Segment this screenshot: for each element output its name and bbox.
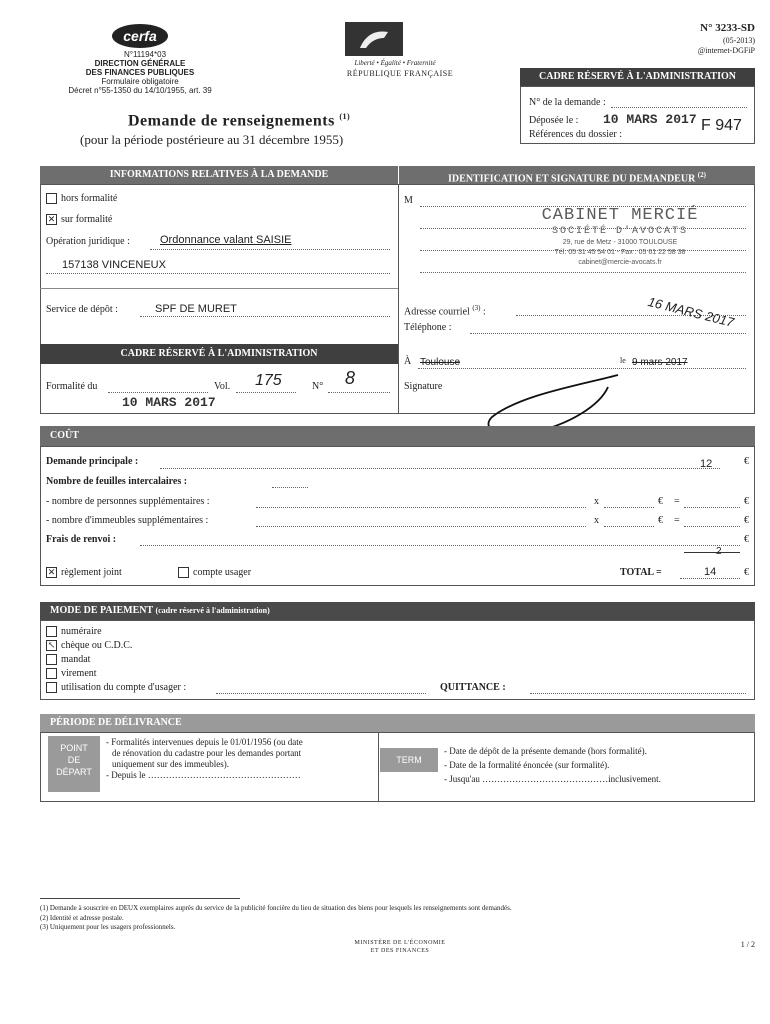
principale-label: Demande principale : xyxy=(46,456,139,467)
hors-formalite-label: hors formalité xyxy=(61,193,118,204)
sur-formalite-checkbox[interactable]: ✕ xyxy=(47,214,56,225)
cerfa-logo xyxy=(112,24,168,48)
compte-usager-label: compte usager xyxy=(193,567,252,578)
term-text-3: - Jusqu'au ……………………………………inclusivement. xyxy=(444,774,661,784)
cheque-checkbox[interactable]: ↖ xyxy=(47,640,56,651)
page-subtitle: (pour la période postérieure au 31 décembre 1955) xyxy=(80,132,344,147)
n-value: 8 xyxy=(345,368,356,388)
paiement-option-compte[interactable] xyxy=(46,682,186,693)
immeubles-label: - nombre d'immeubles supplémentaires : xyxy=(46,515,209,526)
compte-usager-checkbox[interactable] xyxy=(178,567,189,578)
feuilles-line xyxy=(272,487,308,488)
admin-top-box xyxy=(520,86,755,144)
mandat-checkbox[interactable] xyxy=(46,654,57,665)
m-label: M xyxy=(404,195,413,206)
email-label: Adresse courriel $^{(3)}$ : xyxy=(404,304,486,318)
ministry-line1: MINISTÈRE DE L'ÉCONOMIE xyxy=(354,940,446,946)
reglement-option[interactable] xyxy=(46,567,122,578)
deposee-label: Déposée le : xyxy=(529,115,579,126)
point-label-3: DÉPART xyxy=(56,767,92,777)
page-title-note: (1) xyxy=(339,112,351,121)
compte-checkbox[interactable] xyxy=(46,682,57,693)
stamp-line1: CABINET MERCIÉ xyxy=(541,206,699,225)
immeubles-euro2: € xyxy=(744,515,749,526)
principale-line xyxy=(160,468,720,469)
n-line xyxy=(328,392,390,393)
ident-heading-note: (2) xyxy=(697,171,706,179)
paiement-option-virement[interactable] xyxy=(46,668,97,679)
numeraire-checkbox[interactable] xyxy=(46,626,57,637)
point-label-1: POINT xyxy=(60,743,88,753)
paiement-heading-note: (cadre réservé à l'administration) xyxy=(155,606,270,615)
vol-value: 175 xyxy=(255,372,282,389)
demande-label: N° de la demande : xyxy=(529,97,606,108)
phone-line xyxy=(470,333,746,334)
mandat-label: mandat xyxy=(61,654,91,665)
paiement-heading-text: MODE DE PAIEMENT xyxy=(50,605,153,616)
vol-label: Vol. xyxy=(214,381,231,392)
personnes-euro1: € xyxy=(658,496,663,507)
total-label: TOTAL = xyxy=(620,567,662,578)
republic-label: RÉPUBLIQUE FRANÇAISE xyxy=(346,69,454,78)
personnes-total-line xyxy=(684,507,740,508)
renvoi-line xyxy=(140,545,740,546)
stamp-line2: SOCIÉTÉ D'AVOCATS xyxy=(551,226,689,237)
form-note: Formulaire obligatoire xyxy=(101,77,179,86)
footer-note-3: (3) Uniquement pour les usagers professionnels. xyxy=(40,923,176,931)
immeubles-line xyxy=(256,526,586,527)
immeubles-x: x xyxy=(594,515,599,526)
renvoi-underline xyxy=(684,552,740,553)
formalite-line xyxy=(108,392,208,393)
demande-line xyxy=(611,107,747,108)
point-text-1: - Formalités intervenues depuis le 01/01/1956 (ou date xyxy=(106,737,303,747)
a-label: À xyxy=(404,356,412,367)
paiement-option-cheque[interactable] xyxy=(46,640,132,651)
email-label-text: Adresse courriel xyxy=(404,306,470,318)
ministry-line2: ET DES FINANCES xyxy=(370,948,430,954)
cerfa-number: N°11194*03 xyxy=(123,50,167,59)
operation-line2 xyxy=(46,273,390,274)
email-label-note: (3) xyxy=(472,304,481,312)
operation-line xyxy=(150,249,390,250)
periode-heading: PÉRIODE DE DÉLIVRANCE xyxy=(40,714,755,732)
renvoi-euro: € xyxy=(744,534,749,545)
total-line xyxy=(680,578,740,579)
cout-heading: COÛT xyxy=(40,426,755,446)
compte-line xyxy=(216,693,426,694)
service-label: Service de dépôt : xyxy=(46,304,118,315)
cabinet-stamp xyxy=(500,206,740,276)
term-text-1: - Date de dépôt de la présente demande (hors formalité). xyxy=(444,746,647,756)
footer-note-1: (1) Demande à souscrire en DEUX exemplaires auprès du service de la publicité foncière du lieu de situation des biens pour lesquels les renseignements sont demandés. xyxy=(40,904,512,912)
form-code: N° 3233-SD xyxy=(700,22,755,34)
ident-heading xyxy=(398,166,755,184)
operation-value2: 157138 VINCENEUX xyxy=(62,259,166,271)
page-title-text: Demande de renseignements xyxy=(128,112,335,130)
reglement-checkbox[interactable]: ✕ xyxy=(47,567,56,578)
footer-rule xyxy=(40,898,240,899)
paiement-heading xyxy=(40,602,755,620)
virement-label: virement xyxy=(61,668,97,679)
form-date: (05-2013) xyxy=(723,36,755,45)
periode-divider xyxy=(378,732,379,802)
point-text-3: uniquement sur des immeubles). xyxy=(112,759,229,769)
decree: Décret n°55-1350 du 14/10/1955, art. 39 xyxy=(68,86,212,95)
personnes-eq: = xyxy=(674,496,680,507)
phone-label: Téléphone : xyxy=(404,322,452,333)
principale-euro: € xyxy=(744,456,749,467)
compte-label: utilisation du compte d'usager : xyxy=(61,682,187,693)
info-heading: INFORMATIONS RELATIVES À LA DEMANDE xyxy=(40,166,398,184)
renvoi-value: 2 xyxy=(716,546,722,557)
point-depart-label xyxy=(48,736,100,792)
page-number: 1 / 2 xyxy=(740,940,755,949)
virement-checkbox[interactable] xyxy=(46,668,57,679)
form-internet: @internet-DGFiP xyxy=(697,46,755,55)
n-label: N° xyxy=(312,381,324,392)
total-euro: € xyxy=(744,567,749,578)
admin-top-heading: CADRE RÉSERVÉ À L'ADMINISTRATION xyxy=(520,68,755,86)
feuilles-label: Nombre de feuilles intercalaires : xyxy=(46,476,188,487)
sur-formalite-option[interactable] xyxy=(46,214,112,225)
hors-formalite-checkbox[interactable] xyxy=(46,193,57,204)
direction-line2: DES FINANCES PUBLIQUES xyxy=(85,68,195,77)
marianne-profile-icon xyxy=(356,26,392,52)
point-label-2: DE xyxy=(67,755,81,765)
compte-usager-option[interactable] xyxy=(178,567,251,578)
ident-stamp-date: 16 MARS 2017 xyxy=(646,294,736,330)
a-value: Toulouse xyxy=(420,357,461,368)
numeraire-label: numéraire xyxy=(61,626,102,637)
stamp-line3: 29, rue de Metz - 31000 TOULOUSE xyxy=(562,239,678,246)
personnes-price-line xyxy=(604,507,654,508)
immeubles-euro1: € xyxy=(658,515,663,526)
info-ident-divider xyxy=(398,184,399,414)
reference-value: F 947 xyxy=(701,117,742,134)
info-separator xyxy=(40,288,398,289)
operation-value: Ordonnance valant SAISIE xyxy=(160,234,292,246)
paiement-option-numeraire[interactable] xyxy=(46,626,102,637)
immeubles-total-line xyxy=(684,526,740,527)
point-text-4: - Depuis le …………………………………………… xyxy=(106,770,301,780)
personnes-euro2: € xyxy=(744,496,749,507)
le-value: 9 mars 2017 xyxy=(632,357,688,368)
immeubles-eq: = xyxy=(674,515,680,526)
term-text-2: - Date de la formalité énoncée (sur formalité). xyxy=(444,760,610,770)
footer-note-2: (2) Identité et adresse postale. xyxy=(40,914,124,922)
marianne-motto: Liberté • Égalité • Fraternité xyxy=(354,59,436,67)
renvoi-label: Frais de renvoi : xyxy=(46,534,117,545)
signature-label: Signature xyxy=(404,381,443,392)
quittance-line xyxy=(530,693,746,694)
email-line xyxy=(516,315,746,316)
stamp-line4: Tél. 05 31 45 54 01 - Fax : 05 61 22 58 38 xyxy=(554,249,686,256)
term-text xyxy=(444,744,750,786)
admin-mid-stamp-date: 10 MARS 2017 xyxy=(122,395,216,410)
hors-formalite-option[interactable] xyxy=(46,193,117,204)
total-value: 14 xyxy=(704,566,717,578)
service-value: SPF DE MURET xyxy=(155,303,237,315)
vol-line xyxy=(236,392,296,393)
reglement-label: règlement joint xyxy=(61,567,122,578)
personnes-line xyxy=(256,507,586,508)
admin-mid-heading: CADRE RÉSERVÉ À L'ADMINISTRATION xyxy=(40,344,398,364)
term-label: TERM xyxy=(380,748,438,772)
point-text-2: de rénovation du cadastre pour les demandes portant xyxy=(112,748,302,758)
sur-formalite-label: sur formalité xyxy=(61,214,113,225)
quittance-label: QUITTANCE : xyxy=(440,682,506,693)
stamp-line5: cabinet@mercie-avocats.fr xyxy=(578,259,662,266)
cheque-label: chèque ou C.D.C. xyxy=(61,640,133,651)
personnes-x: x xyxy=(594,496,599,507)
deposee-value: 10 MARS 2017 xyxy=(603,112,697,127)
immeubles-price-line xyxy=(604,526,654,527)
reference-label: Références du dossier : xyxy=(529,129,623,140)
operation-label: Opération juridique : xyxy=(46,236,130,247)
ident-heading-text: IDENTIFICATION ET SIGNATURE DU DEMANDEUR xyxy=(448,173,696,185)
service-line xyxy=(140,316,390,317)
principale-value: 12 xyxy=(700,458,713,470)
paiement-option-mandat[interactable] xyxy=(46,654,90,665)
personnes-label: - nombre de personnes supplémentaires : xyxy=(46,496,210,507)
formalite-label: Formalité du xyxy=(46,381,98,392)
le-label: le xyxy=(620,356,626,365)
page-title xyxy=(128,112,428,130)
cerfa-logo-text: cerfa xyxy=(123,28,157,44)
direction-line1: DIRECTION GÉNÉRALE xyxy=(94,59,186,68)
point-depart-text xyxy=(106,737,374,781)
